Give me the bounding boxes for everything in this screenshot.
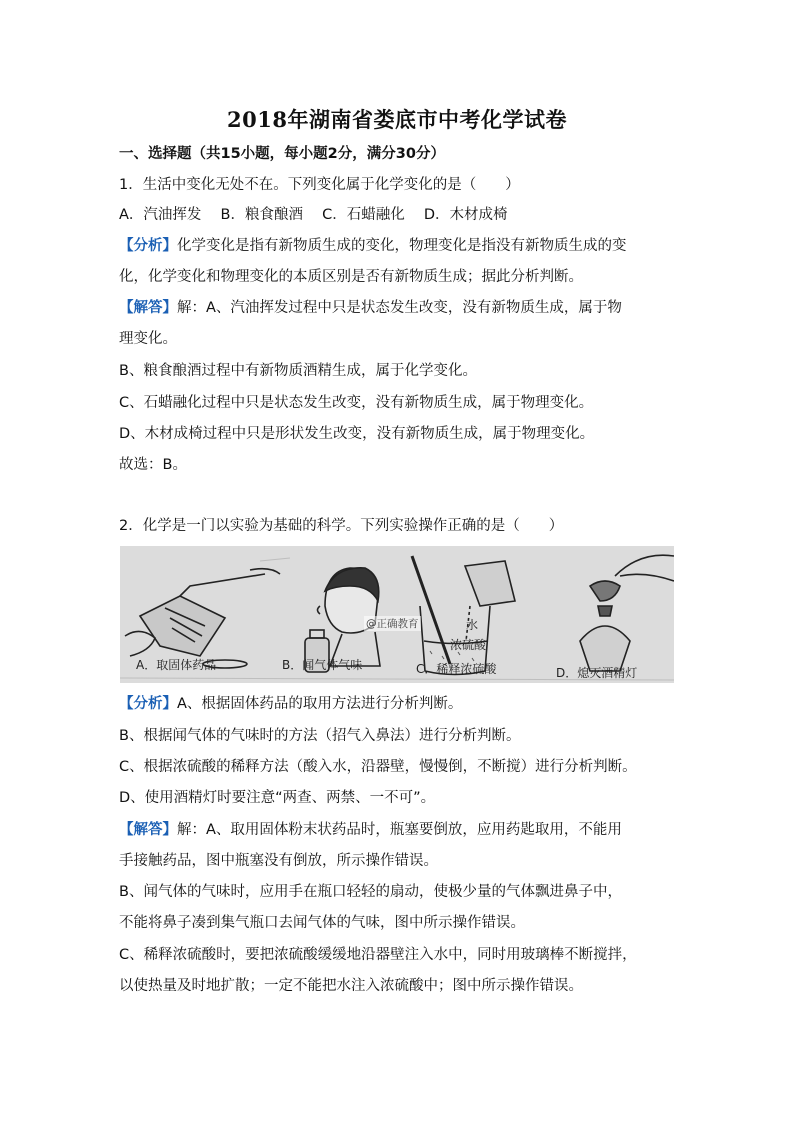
q1-answer-c: C、石蜡融化过程中只是状态发生改变，没有新物质生成，属于物理变化。: [119, 395, 594, 411]
figure-label-c: C．稀释浓硫酸: [416, 662, 497, 676]
alcohol-lamp-drawing: [580, 555, 674, 671]
q1-answer-b: B、粮食酿酒过程中有新物质酒精生成，属于化学变化。: [119, 363, 477, 379]
figure-label-b: B．闻气体气味: [282, 658, 363, 672]
q1-answer-d: D、木材成椅过程中只是形状发生改变，没有新物质生成，属于物理变化。: [119, 426, 595, 442]
q1-analysis-line2: 化，化学变化和物理变化的本质区别是否有新物质生成；据此分析判断。: [119, 269, 583, 285]
q2-analysis-d: D、使用酒精灯时要注意“两查、两禁、一不可”。: [119, 790, 436, 806]
q1-answer-tag: 【解答】: [119, 300, 177, 316]
figure-label-d: D．熄灭酒精灯: [556, 666, 638, 680]
dilution-beaker-drawing: [412, 556, 515, 675]
q1-analysis-tag: 【分析】: [119, 238, 177, 254]
q2-answer-a1: 解：A、取用固体粉末状药品时，瓶塞要倒放，应用药匙取用，不能用: [177, 822, 622, 838]
q1-answer-text: 解：A、汽油挥发过程中只是状态发生改变，没有新物质生成，属于物: [177, 300, 622, 316]
q1-analysis-text: 化学变化是指有新物质生成的变化，物理变化是指没有新物质生成的变: [177, 238, 627, 254]
bottle-solid-drug-drawing: [125, 569, 280, 668]
q2-answer-c2: 以使热量及时地扩散；一定不能把水注入浓硫酸中；图中所示操作错误。: [119, 978, 583, 994]
section-heading: 一、选择题（共15小题，每小题2分，满分30分）: [119, 146, 445, 162]
q1-answer-line1: [119, 298, 689, 318]
q2-answer-a2: 手接触药品，图中瓶塞没有倒放，所示操作错误。: [119, 853, 438, 869]
q2-stem: 2．化学是一门以实验为基础的科学。下列实验操作正确的是（ ）: [119, 518, 564, 534]
watermark: @正确教育: [366, 618, 419, 630]
q2-analysis-b: B、根据闻气体的气味时的方法（招气入鼻法）进行分析判断。: [119, 728, 521, 744]
q2-answer-c1: C、稀释浓硫酸时，要把浓硫酸缓缓地沿器壁注入水中，同时用玻璃棒不断搅拌，: [119, 947, 637, 963]
q2-answer-tag: 【解答】: [119, 822, 177, 838]
q2-analysis-c: C、根据浓硫酸的稀释方法（酸入水，沿器壁，慢慢倒，不断搅）进行分析判断。: [119, 759, 637, 775]
q1-analysis-line1: [119, 236, 689, 256]
q2-answer-b1: B、闻气体的气味时，应用手在瓶口轻轻的扇动，使极少量的气体飘进鼻子中，: [119, 884, 622, 900]
q1-stem: 1．生活中变化无处不在。下列变化属于化学变化的是（ ）: [119, 177, 520, 193]
q2-analysis-tag: 【分析】: [119, 696, 177, 712]
q2-analysis-a: A、根据固体药品的取用方法进行分析判断。: [177, 696, 463, 712]
q2-experiment-figure: [120, 546, 674, 683]
figure-label-a: A．取固体药品: [136, 658, 217, 672]
q1-choice: 故选：B。: [119, 457, 187, 473]
figure-water-label: 水: [466, 618, 479, 632]
q1-answer-line2: 理变化。: [119, 331, 177, 347]
page-title: 2018年湖南省娄底市中考化学试卷: [227, 107, 567, 132]
q2-analysis-line1: [119, 694, 689, 714]
figure-acid-label: 浓硫酸: [450, 638, 487, 652]
q2-answer-b2: 不能将鼻子凑到集气瓶口去闻气体的气味，图中所示操作错误。: [119, 915, 525, 931]
q2-answer-line1: [119, 820, 689, 840]
q1-options: A．汽油挥发 B．粮食酿酒 C．石蜡融化 D．木材成椅: [119, 207, 508, 223]
